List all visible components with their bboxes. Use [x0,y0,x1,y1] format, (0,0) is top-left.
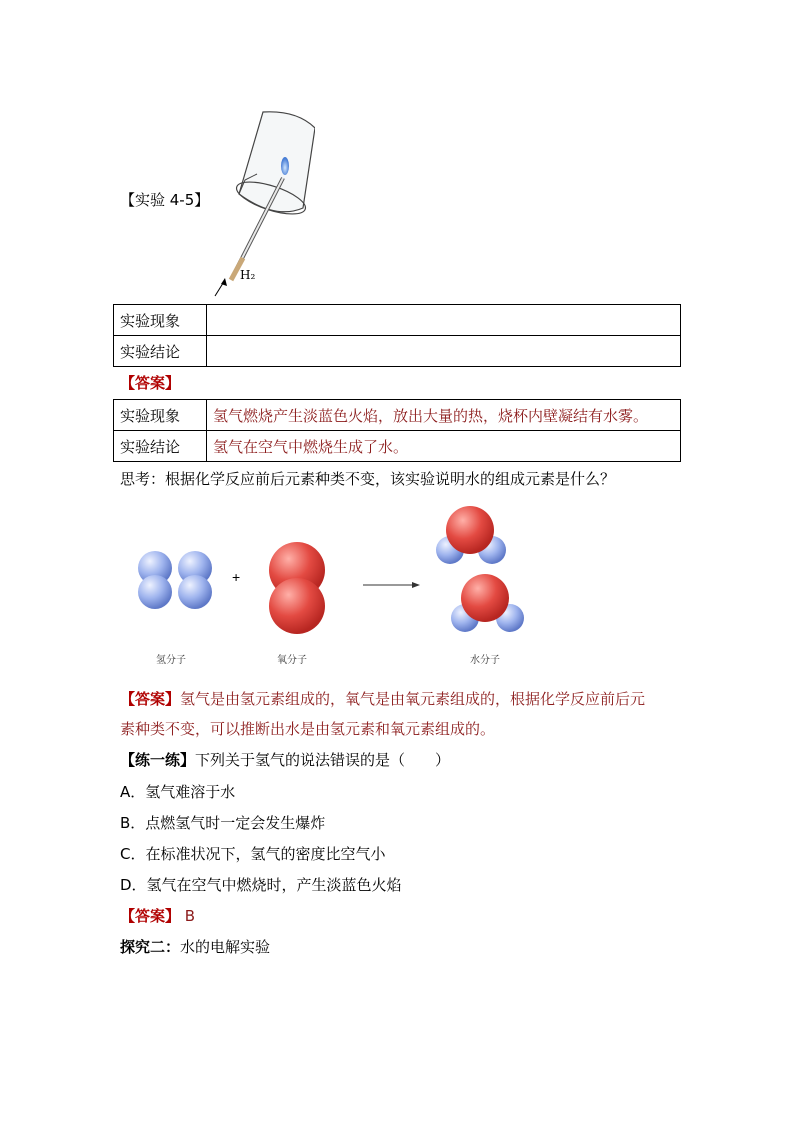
option-b: B．点燃氢气时一定会发生爆炸 [120,814,326,832]
table-row [114,431,681,462]
molecule-reaction-diagram [120,500,540,675]
table-value-cell [207,305,681,336]
option-d: D．氢气在空气中燃烧时，产生淡蓝色火焰 [120,876,402,894]
section2-label: 探究二： [120,938,181,956]
practice-answer [120,906,195,926]
beaker-experiment-illustration [205,108,315,303]
section2-title: 水的电解实验 [180,938,271,956]
practice-label: 【练一练】 [120,751,196,769]
caption-water: 水分子 [470,655,500,666]
practice-answer-value: B [180,907,196,925]
plus-sign: + [232,569,241,585]
hydrogen-molecule-icon [138,551,172,609]
answer2-line2: 素种类不变，可以推断出水是由氢元素和氧元素组成的。 [120,720,496,738]
reaction-arrow-icon [363,582,420,588]
answer2-text1: 氢气是由氢元素组成的，氧气是由氧元素组成的，根据化学反应前后元 [180,690,646,708]
table-head-cell: 实验结论 [114,431,207,462]
table-row [114,305,681,336]
table-head-cell: 实验现象 [114,305,207,336]
caption-oxygen: 氧分子 [277,655,307,666]
table-row [114,400,681,431]
h2-label: H₂ [240,268,256,282]
flame-icon [281,157,289,175]
water-molecule-icon [436,506,506,564]
experiment-label: 【实验 4-5】 [120,191,210,209]
caption-hydrogen: 氢分子 [156,655,186,666]
water-molecule-icon [451,574,524,632]
table-value-cell [207,336,681,367]
table-value-cell: 氢气燃烧产生淡蓝色火焰，放出大量的热，烧杯内壁凝结有水雾。 [207,400,681,431]
answer1-label: 【答案】 [120,374,181,392]
option-a: A．氢气难溶于水 [120,783,236,801]
experiment-table-blank [113,304,681,367]
hydrogen-molecule-icon [178,551,212,609]
practice-answer-label: 【答案】 [120,907,181,925]
answer2-line1 [120,689,645,709]
practice-question-line [120,750,450,770]
table-head-cell: 实验现象 [114,400,207,431]
table-value-cell: 氢气在空气中燃烧生成了水。 [207,431,681,462]
section2-heading [120,937,270,957]
experiment-table-answer [113,399,681,462]
think-question: 思考：根据化学反应前后元素种类不变，该实验说明水的组成元素是什么？ [120,470,616,488]
table-row [114,336,681,367]
oxygen-molecule-icon [269,542,325,634]
practice-question: 下列关于氢气的说法错误的是（ ） [195,751,451,769]
answer2-label: 【答案】 [120,690,181,708]
table-head-cell: 实验结论 [114,336,207,367]
option-c: C．在标准状况下，氢气的密度比空气小 [120,845,386,863]
